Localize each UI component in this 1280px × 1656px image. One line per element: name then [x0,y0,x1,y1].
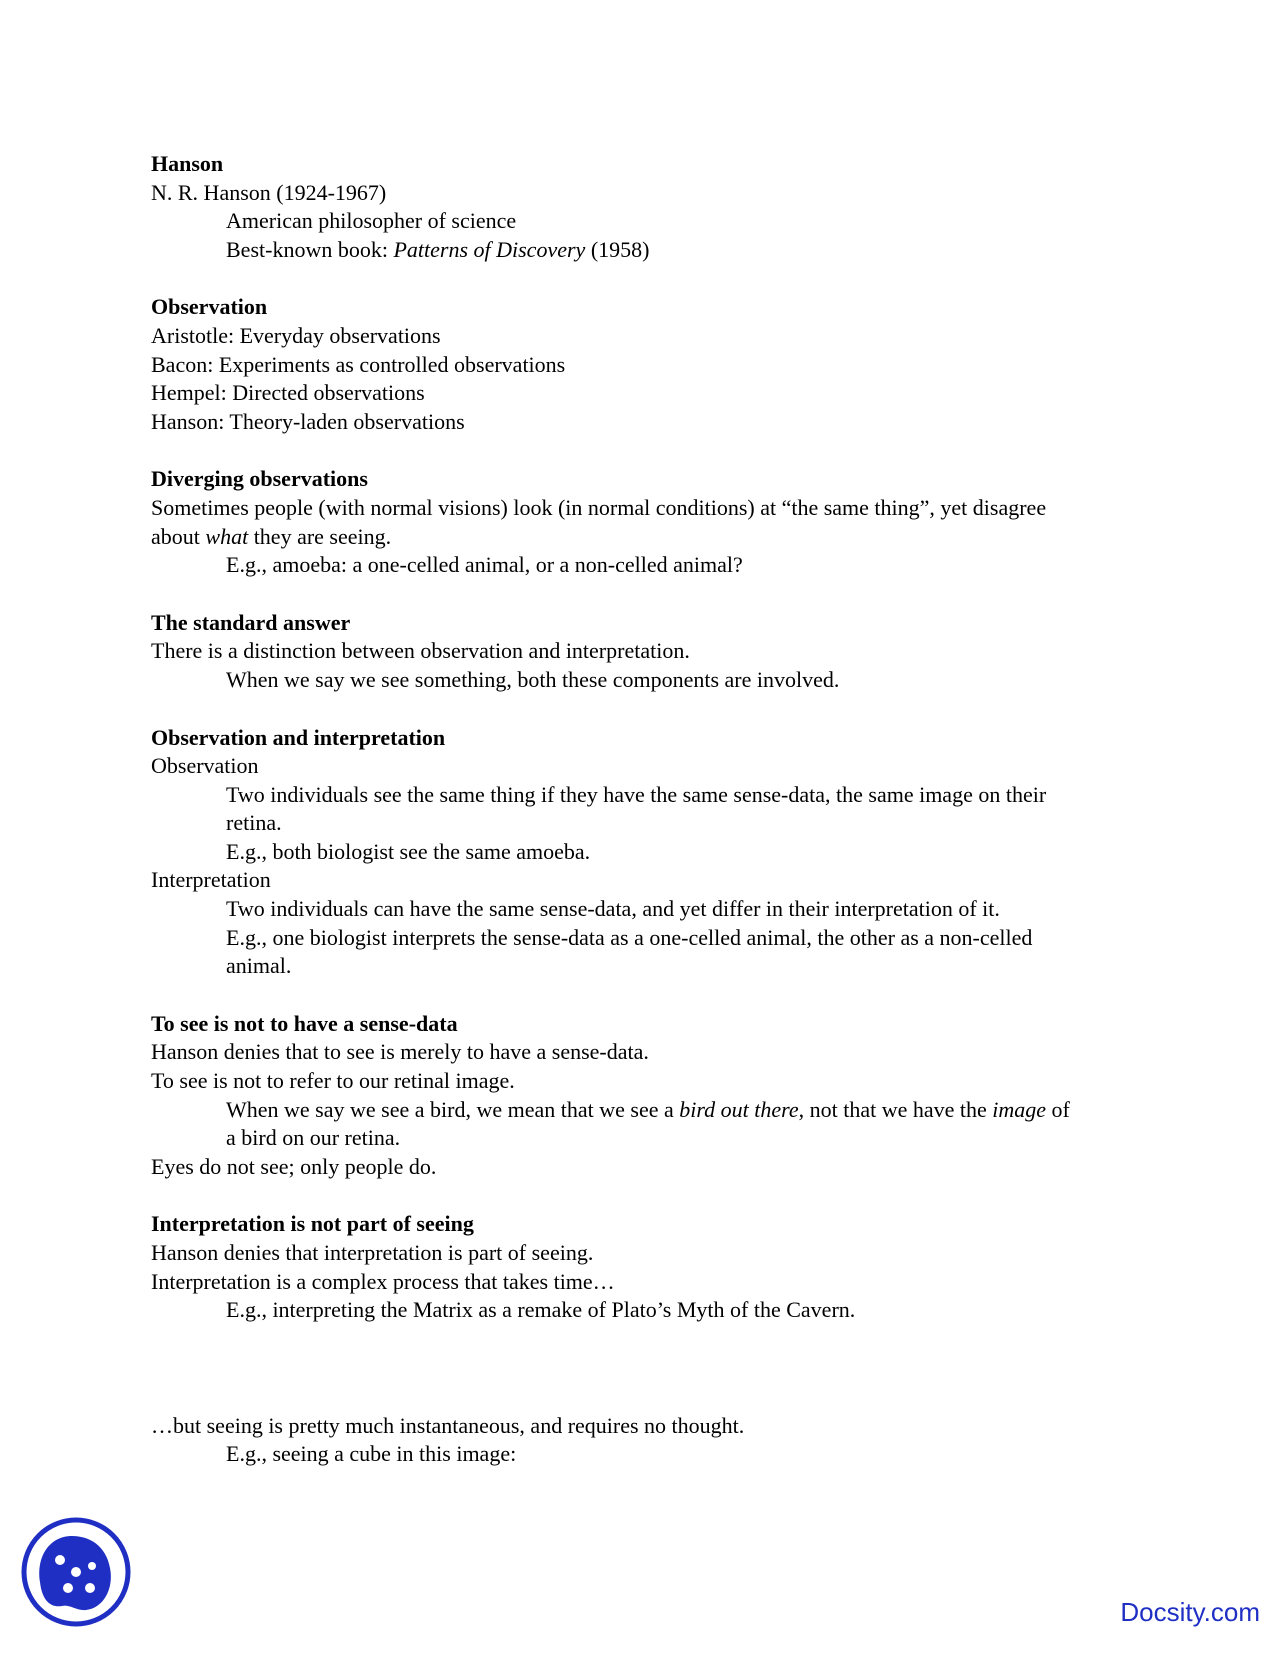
text-line: N. R. Hanson (1924-1967) [151,179,387,205]
text-line: Aristotle: Everyday observations [151,322,441,348]
text-line: Hanson denies that interpretation is part of seeing. [151,1240,594,1265]
book-title: Patterns of Discovery [393,236,586,262]
section-heading: Observation [151,294,268,320]
section-heading: Interpretation is not part of seeing [151,1211,474,1237]
section-heading: The standard answer [151,609,351,635]
indented-line: E.g., amoeba: a one-celled animal, or a non-celled animal? [226,552,743,578]
text-span: (1958) [585,236,650,262]
text-line: Hempel: Directed observations [151,380,425,406]
indented-line: E.g., both biologist see the same amoeba. [226,838,591,864]
section-interpretation-not-seeing [151,1210,1151,1324]
indented-line: E.g., interpreting the Matrix as a remake of Plato’s Myth of the Cavern. [226,1297,856,1323]
section-standard-answer [151,609,1151,695]
blank-space [151,1354,1151,1412]
section-heading: Diverging observations [151,466,368,492]
docsity-logo-icon[interactable] [20,1516,132,1628]
emphasis: bird out there [679,1096,799,1122]
docsity-brand-link[interactable]: Docsity.com [1120,1597,1260,1627]
text-line: Hanson: Theory-laden observations [151,408,465,434]
text-line: Bacon: Experiments as controlled observations [151,351,566,377]
section-to-see-is-not-sense-data [151,1010,1151,1182]
text-line: Observation [151,753,259,779]
document-body [151,150,1151,1498]
section-heading: To see is not to have a sense-data [151,1010,458,1036]
indented-line: Two individuals can have the same sense-data, and yet differ in their interpretation of it. [226,896,1000,922]
text-line: To see is not to refer to our retinal image. [151,1068,515,1094]
section-observation-and-interpretation [151,724,1151,981]
emphasis: image [992,1096,1047,1122]
paragraph [151,494,1051,551]
section-heading: Hanson [151,151,224,176]
indented-line: E.g., one biologist interprets the sense-data as a one-celled animal, the other as a non-celled animal. [226,924,1033,979]
section-hanson [151,150,1151,264]
section-observation [151,293,1151,436]
text-span: When we say we see a bird, we mean that we see a [226,1096,680,1122]
section-seeing-instantaneous [151,1412,1151,1469]
indented-line: Two individuals see the same thing if they have the same sense-data, the same image on their retina. [226,781,1047,836]
indented-line: E.g., seeing a cube in this image: [226,1441,517,1467]
indented-line: When we say we see something, both these components are involved. [226,666,840,692]
section-diverging-observations [151,465,1151,579]
text-span: , not that we have the [798,1096,993,1122]
indented-line: American philosopher of science [226,208,517,234]
indented-line [151,236,1151,265]
logo-graphic [20,1516,132,1628]
text-line: There is a distinction between observation and interpretation. [151,638,690,664]
text-span: they are seeing. [248,523,392,549]
text-line: Hanson denies that to see is merely to have a sense-data. [151,1039,649,1065]
section-heading: Observation and interpretation [151,724,446,750]
text-line: Interpretation is a complex process that takes time… [151,1268,615,1294]
text-line: …but seeing is pretty much instantaneous, and requires no thought. [151,1412,745,1438]
indented-line [151,1096,1076,1153]
text-span: of a bird on our retina. [226,1096,1070,1151]
text-span: Sometimes people (with normal visions) look (in normal conditions) at “the same thing”, yet disagree about [151,494,1047,549]
text-line: Interpretation [151,867,271,893]
text-span: Best-known book: [226,236,394,262]
text-line: Eyes do not see; only people do. [151,1153,437,1179]
emphasis: what [205,523,249,549]
